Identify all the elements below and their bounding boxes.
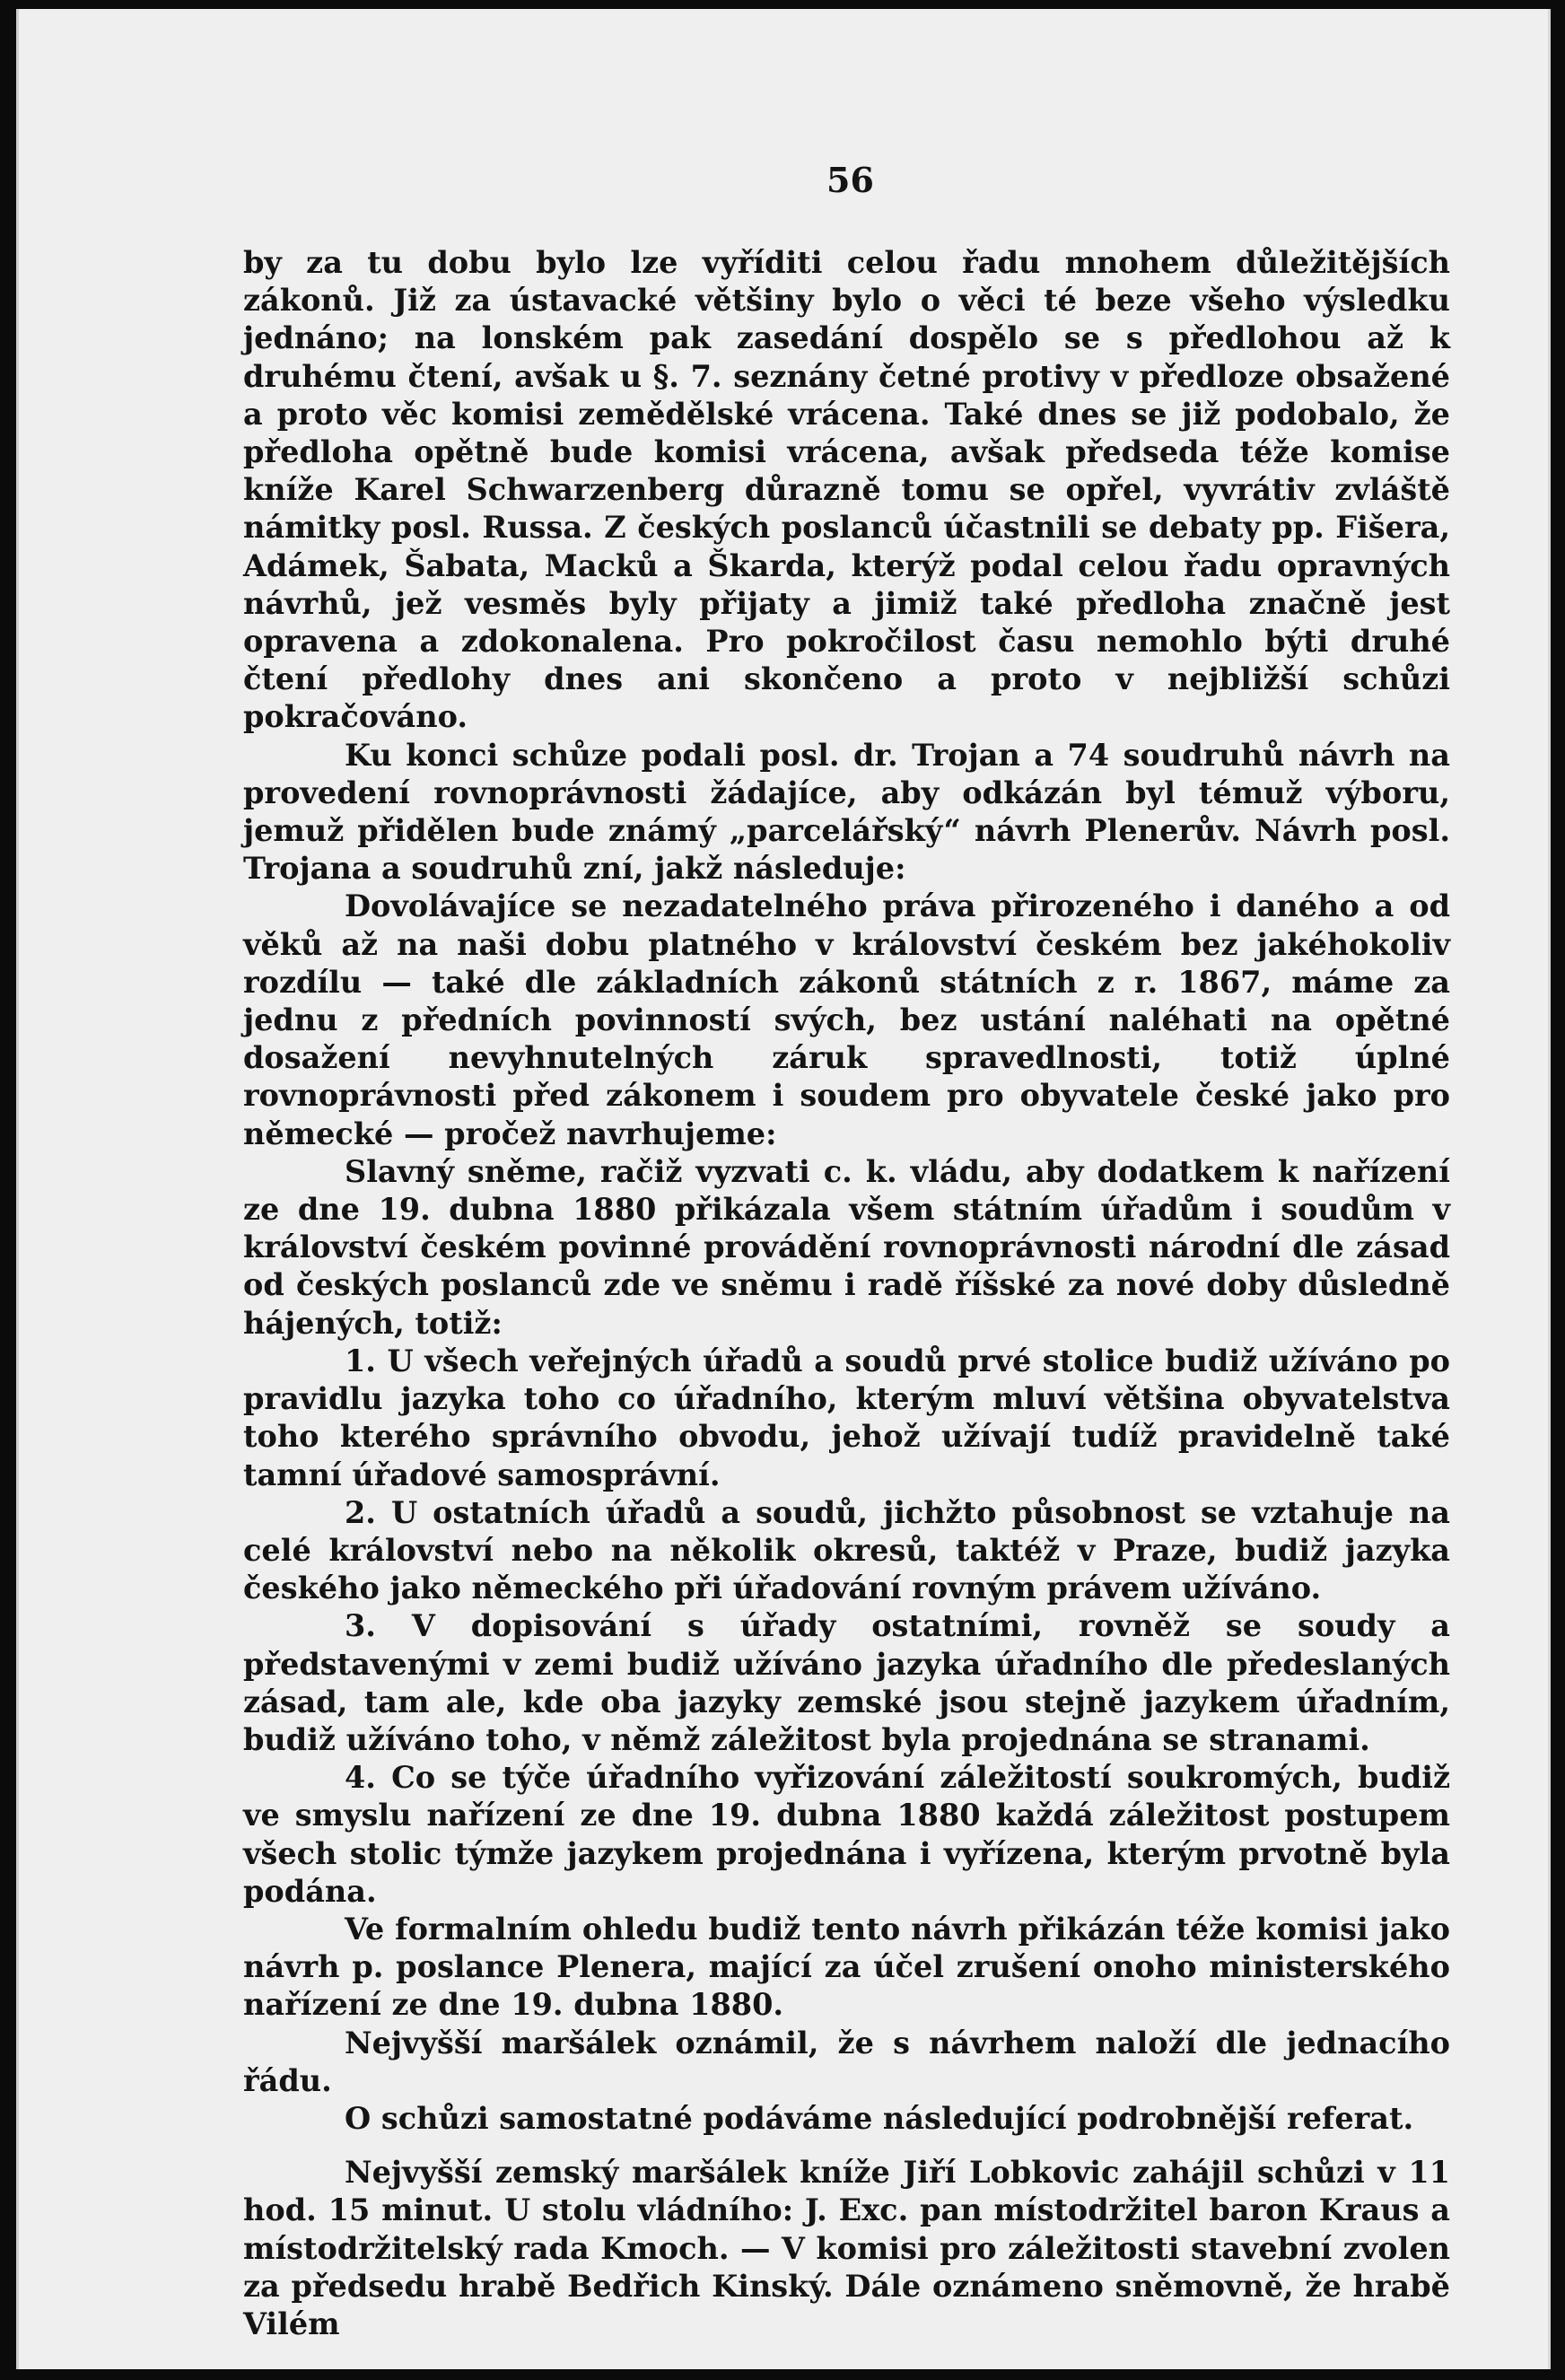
page-number: 56: [826, 160, 874, 200]
paragraph: Slavný sněme, račiž vyzvati c. k. vládu, aby dodatkem k nařízení ze dne 19. dubna 1880 přikázala všem státním úřadům i soudům v království českém povinné provádění rovnoprávnosti národní dle zásad od českých poslanců zde ve sněmu i radě říšské za nové doby důsledně hájených, totiž:: [243, 1153, 1450, 1341]
paragraph: by za tu dobu bylo lze vyříditi celou řadu mnohem důležitějších zákonů. Již za ústavacké většiny bylo o věci té beze všeho výsledku jednáno; na lonském pak zasedání dospělo se s předlohou až k druhému čtení, avšak u §. 7. seznány četné protivy v předloze obsažené a proto věc komisi zemědělské vrácena. Také dnes se již podobalo, že předloha opětně bude komisi vrácena, avšak předseda téže komise kníže Karel Schwarzenberg důrazně tomu se opřel, vyvrátiv zvláště námitky posl. Russa. Z českých poslanců účastnili se debaty pp. Fišera, Adámek, Šabata, Macků a Škarda, kterýž podal celou řadu opravných návrhů, jež vesměs byly přijaty a jimiž také předloha značně jest opravena a zdokonalena. Pro pokročilost času nemohlo býti druhé čtení předlohy dnes ani skončeno a proto v nejbližší schůzi pokračováno.: [243, 245, 1450, 735]
paragraph: Ve formalním ohledu budiž tento návrh přikázán téže komisi jako návrh p. poslance Plenera, mající za účel zrušení onoho ministerského nařízení ze dne 19. dubna 1880.: [243, 1911, 1450, 2023]
paragraph: Nejvyšší maršálek oznámil, že s návrhem naloží dle jednacího řádu.: [243, 2025, 1450, 2098]
paragraph: Nejvyšší zemský maršálek kníže Jiří Lobkovic zahájil schůzi v 11 hod. 15 minut. U stolu vládního: J. Exc. pan místodržitel baron Kraus a místodržitelský rada Kmoch. — V komisi pro záležitosti stavební zvolen za předsedu hrabě Bedřich Kinský. Dále oznámeno sněmovně, že hrabě Vilém: [243, 2155, 1450, 2341]
paragraph: Dovolávajíce se nezadatelného práva přirozeného i daného a od věků až na naši dobu platného v království českém bez jakéhokoliv rozdílu — také dle základních zákonů státních z r. 1867, máme za jednu z předních povinností svých, bez ustání naléhati na opětné dosažení nevyhnutelných záruk spravedlnosti, totiž úplné rovnoprávnosti před zákonem i soudem pro obyvatele české jako pro německé — pročež navrhujeme:: [243, 888, 1450, 1151]
list-item: 4. Co se týče úřadního vyřizování záležitostí soukromých, budiž ve smyslu nařízení ze dne 19. dubna 1880 každá záležitost postupem všech stolic týmže jazykem projednána i vyřízena, kterým prvotně byla podána.: [243, 1760, 1450, 1909]
list-item: 1. U všech veřejných úřadů a soudů prvé stolice budiž užíváno po pravidlu jazyka toho co úřadního, kterým mluví většina obyvatelstva toho kterého správního obvodu, jehož užívají tudíž pravidelně také tamní úřadové samosprávní.: [243, 1343, 1450, 1492]
list-item: 2. U ostatních úřadů a soudů, jichžto působnost se vztahuje na celé království nebo na několik okresů, taktéž v Praze, budiž jazyka českého jako německého při úřadování rovným právem užíváno.: [243, 1494, 1450, 1606]
document-page: [16, 9, 1551, 2369]
paragraph: Ku konci schůze podali posl. dr. Trojan a 74 soudruhů návrh na provedení rovnoprávnosti žádajíce, aby odkázán byl témuž výboru, jemuž přidělen bude známý „parcelářský“ návrh Plenerův. Návrh posl. Trojana a soudruhů zní, jakž následuje:: [243, 737, 1450, 887]
body-text: [243, 244, 1450, 2343]
paragraph: O schůzi samostatné podáváme následující podrobnější referat.: [345, 2100, 1414, 2136]
list-item: 3. V dopisování s úřady ostatními, rovněž se soudy a představenými v zemi budiž užíváno jazyka úřadního dle předeslaných zásad, tam ale, kde oba jazyky zemské jsou stejně jazykem úřadním, budiž užíváno toho, v němž záležitost byla projednána se stranami.: [243, 1608, 1450, 1757]
